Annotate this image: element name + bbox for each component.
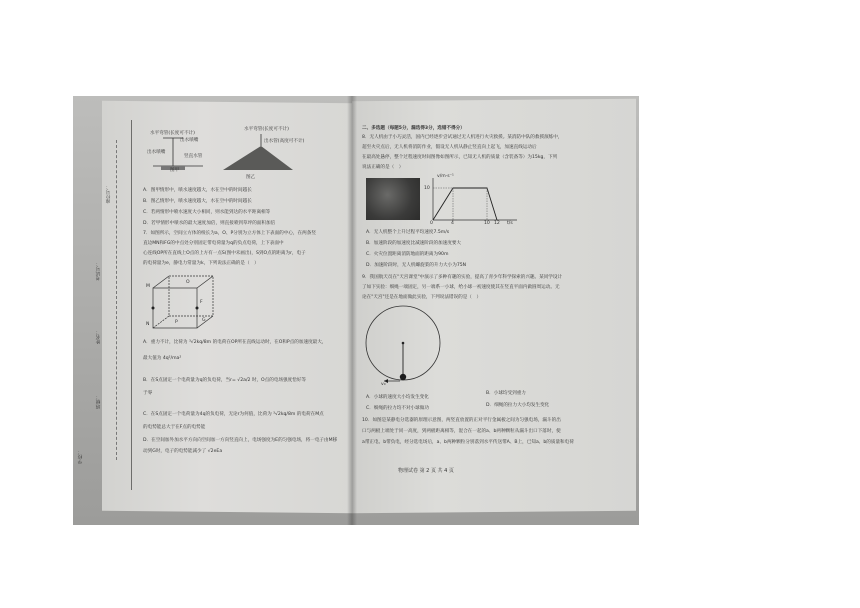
- q6-option-c: C．若两情形中喷水速度大小相同，则水能到达的水平距离相等: [143, 210, 271, 215]
- margin-class: 班级：: [96, 395, 101, 409]
- graph-y-tick: 10: [424, 186, 430, 191]
- cube-label-n: N: [146, 322, 150, 327]
- q8-option-a: A．无人机整个上升过程平均速度7.5m/s: [366, 230, 450, 235]
- caption-b: 图乙: [246, 175, 256, 180]
- graph-x-tick-4: 4: [451, 221, 454, 226]
- q8-line-2: 超至火灾点后，无人机将消防作业，假设无人机从静止竖直向上起飞，加速直线运动后: [362, 145, 537, 150]
- cube-label-o: O: [186, 280, 190, 285]
- graph-x-tick-0: 0: [430, 221, 433, 226]
- margin-name: 姓名：: [96, 330, 101, 344]
- label-pipe-b: 水平弯管(长度可不计): [244, 127, 289, 132]
- binding-line: [131, 120, 132, 490]
- cube-label-g: G: [202, 318, 206, 323]
- graph-xlabel: t/s: [507, 221, 513, 226]
- q7-option-d1: D．在空间加外加水平方向向空间加一方向竖直向上，电场强度为E的匀强电场，将一电子由M移: [143, 438, 338, 443]
- cube-label-p: P: [175, 320, 178, 325]
- q7-option-b2: 于零: [143, 391, 153, 396]
- circular-motion-figure: [360, 302, 446, 388]
- binding-dash-line: [116, 140, 117, 460]
- q6-option-a: A．图甲情形中，喷水速度越大，水在空中的时间越长: [143, 188, 252, 193]
- margin-school: 学校：: [78, 450, 83, 464]
- q9-option-b: B．小球均受到重力: [486, 391, 526, 396]
- page-footer: 物理试卷 第 2 页 共 4 页: [398, 468, 454, 474]
- q9-option-d: D．细绳的拉力大小均发生变化: [486, 403, 550, 408]
- graph-x-tick-12: 12: [494, 221, 500, 226]
- q6-option-b: B．图乙情形中，喷水速度越大，水在空中的时间越长: [143, 199, 252, 204]
- label-nozzle-a: 出水喷嘴: [180, 138, 199, 143]
- graph-x-tick-10: 10: [484, 221, 490, 226]
- section-title: 二、多选题（每题5分，漏选得3分，选错不得分）: [362, 126, 465, 131]
- q7-line-3: 心连线OP所在直线上O点的上方有一点S(图中未画出)，S到O点的距离为r，电子: [143, 251, 306, 256]
- label-vertical-pipe: 竖直水管: [184, 154, 203, 159]
- q7-option-c1: C．在S点固定一个电荷量为4q的负电荷，无论r为何值，比荷为 ³√2kq/8m 的电荷在M点: [143, 412, 324, 417]
- label-nozzle-a2: 出水喷嘴: [147, 150, 166, 155]
- q9-line-2: 了如下实验：细绳一端固定，另一端系一小球，给小球一初速度使其在竖直平面内做圆周运动。无: [362, 285, 560, 290]
- q7-line-4: 的电荷量为e，静电力常量为k，下列说法正确的是（ ）: [143, 261, 259, 266]
- q10-line-1: 10．如图是某静电分选器的原理示意图，两竖直放置的正对平行金属板之间为匀强电场，漏斗的出: [362, 418, 561, 423]
- cube-label-f: F: [200, 300, 203, 305]
- q8-option-b: B．加速阶段的加速度比减速阶段的加速度要大: [366, 241, 462, 246]
- label-pipe-b2: 出水管(高度可不计): [264, 139, 305, 144]
- q9-option-c: C．细绳的拉力均不对小球做功: [366, 406, 429, 411]
- q7-option-b1: B．在S点固定一个电荷量为q的负电荷，当r= √2a/2 时，O点的电场强度恰好等: [143, 378, 307, 383]
- caption-a: 图甲: [170, 168, 180, 173]
- v0-label: v₀: [381, 382, 386, 387]
- q8-option-d: D．加速阶段时，无人机螺旋桨的升力大小为75N: [366, 263, 467, 268]
- q7-option-c2: 的电势能总大于在F点的电势能: [143, 425, 206, 430]
- q9-line-3: 论在"天宫"还是在地面做此实验，下列说法错误的是（ ）: [362, 295, 482, 300]
- q9-line-1: 9．我国航天员在"天宫课堂"中演示了多种有趣的实验，提高了青少年科学探索的兴趣。某同学设计: [362, 275, 563, 280]
- q8-option-c: C．火灾位置距离消防地面的距离为90m: [366, 252, 449, 257]
- graph-ylabel: v/m·s⁻¹: [437, 174, 454, 179]
- q8-line-4: 说法正确的是（ ）: [362, 165, 404, 170]
- margin-seat: 座位号：: [106, 185, 111, 204]
- q8-line-1: 8．无人机由于小巧灵活，国内已经逐步尝试通过无人机进行火灾救援。某消防中队的救援演练中，: [362, 135, 563, 140]
- q8-line-3: 在最高处悬停，整个过程速度时间图像如图所示，已知无人机的质量（含装备等）为15kg，下列: [362, 155, 558, 160]
- q6-option-d: D．若甲情形中喷水的最大速度加倍，则直接喷到草坪的面积加倍: [143, 221, 276, 226]
- q7-option-a1: A．重力不计，比荷为 ³√2kq/8m 的电荷在OP所在直线运动时，在O和P点的加速度最大，: [143, 340, 327, 345]
- velocity-time-graph: [425, 174, 521, 226]
- q7-line-2: 直边MN和FG的中点处分别固定带电荷量为q的负点电荷，上下表面中: [143, 241, 284, 246]
- fire-photo: [366, 178, 420, 220]
- label-pipe-a: 水平弯管(长度可不计): [150, 131, 195, 136]
- q10-line-2: 口与两板上端处于同一高度，到两板距离相等，混合在一起的a、b两种颗粒从漏斗出口下落时，使: [362, 429, 561, 434]
- page-gutter: [347, 96, 357, 525]
- cube-label-m: M: [146, 284, 150, 289]
- q7-line-1: 7．如图所示，空间立方体的棱长为a，O、P分别为立方体上下表面的中心，在两条竖: [143, 231, 316, 236]
- q10-line-3: a带正电、b带负电，经分选电场后，a、b两种颗粒分别落到水平传送带A、B上，已知a、b的质量和电荷: [362, 440, 574, 445]
- q7-option-d2: 动到G时，电子的电势能减少了 √2eEa: [143, 449, 223, 454]
- q7-option-a2: 最大值为 4q²/ma²: [143, 356, 182, 361]
- q9-option-a: A．小球的速度大小均发生变化: [366, 395, 429, 400]
- margin-exam-no: 考试号：: [96, 262, 101, 281]
